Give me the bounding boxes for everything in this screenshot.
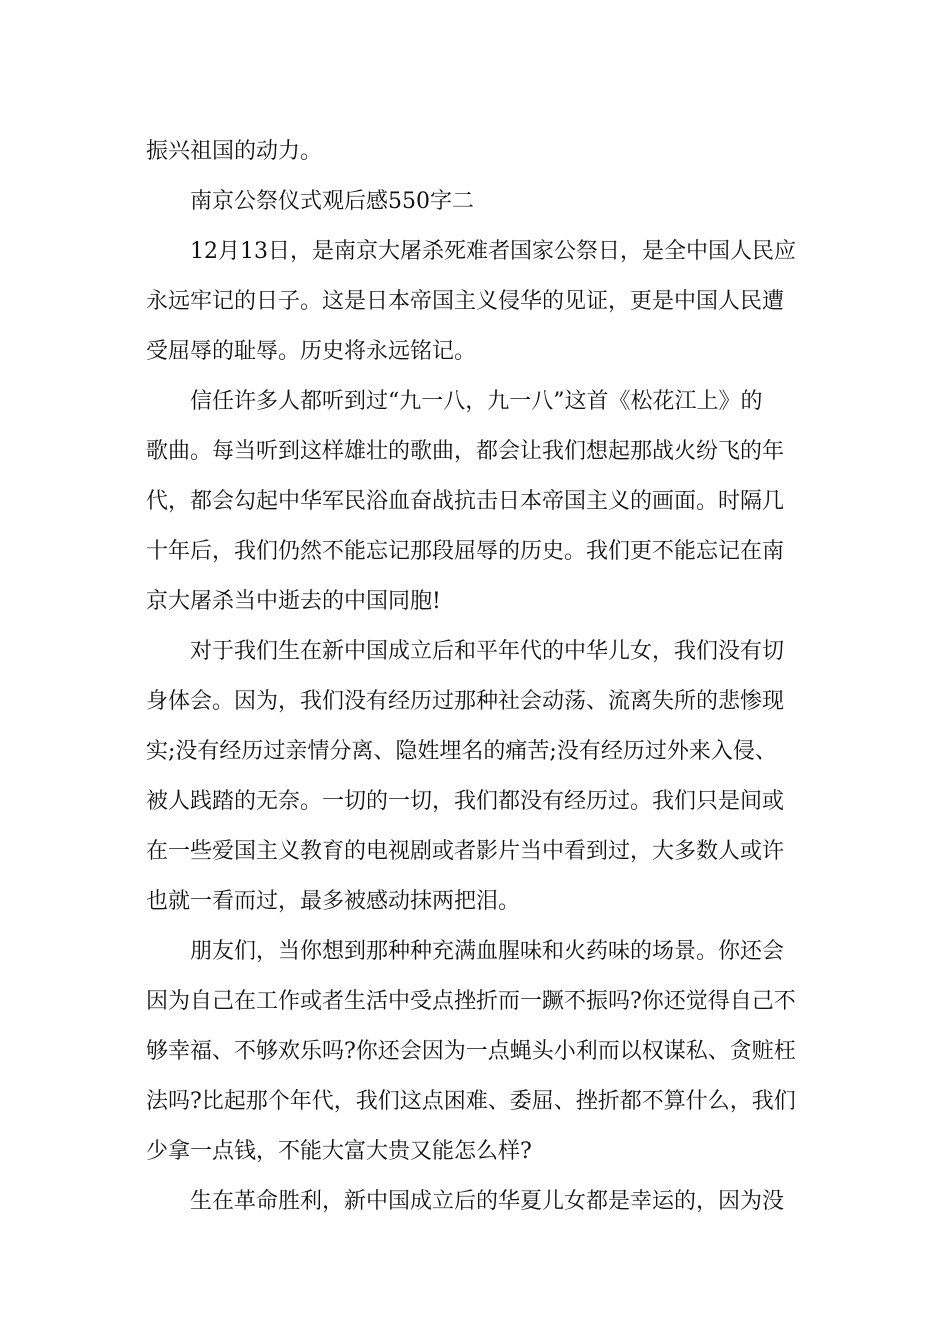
text-line: 少拿一点钱，不能大富大贵又能怎么样? (146, 1139, 532, 1164)
text-line: 朋友们，当你想到那种种充满血腥味和火药味的场景。你还会 (190, 939, 785, 964)
text-line: 够幸福、不够欢乐吗?你还会因为一点蝇头小利而以权谋私、贪赃枉 (146, 1039, 796, 1064)
text-line: 振兴祖国的动力。 (146, 139, 323, 164)
text-line: 因为自己在工作或者生活中受点挫折而一蹶不振吗?你还觉得自己不 (146, 989, 796, 1014)
text-line: 歌曲。每当听到这样雄壮的歌曲，都会让我们想起那战火纷飞的年 (146, 439, 785, 464)
text-line: 十年后，我们仍然不能忘记那段屈辱的历史。我们更不能忘记在南 (146, 539, 785, 564)
text-line: 代，都会勾起中华军民浴血奋战抗击日本帝国主义的画面。时隔几 (146, 489, 785, 514)
text-line: 也就一看而过，最多被感动抹两把泪。 (146, 889, 521, 914)
text-line: 对于我们生在新中国成立后和平年代的中华儿女，我们没有切 (190, 639, 785, 664)
text-line: 法吗?比起那个年代，我们这点困难、委屈、挫折都不算什么，我们 (146, 1089, 796, 1114)
text-line: 12月13日，是南京大屠杀死难者国家公祭日，是全中国人民应 (190, 239, 796, 264)
text-line: 实;没有经历过亲情分离、隐姓埋名的痛苦;没有经历过外来入侵、 (146, 739, 777, 764)
text-line: 京大屠杀当中逝去的中国同胞! (146, 589, 441, 614)
text-line: 在一些爱国主义教育的电视剧或者影片当中看到过，大多数人或许 (146, 839, 785, 864)
text-line: 永远牢记的日子。这是日本帝国主义侵华的见证，更是中国人民遭 (146, 289, 785, 314)
text-line: 信任许多人都听到过“九一八，九一八”这首《松花江上》的 (190, 389, 763, 414)
text-line: 生在革命胜利，新中国成立后的华夏儿女都是幸运的，因为没 (190, 1189, 785, 1214)
text-line: 被人践踏的无奈。一切的一切，我们都没有经历过。我们只是间或 (146, 789, 785, 814)
text-line: 身体会。因为，我们没有经历过那种社会动荡、流离失所的悲惨现 (146, 689, 785, 714)
text-line: 受屈辱的耻辱。历史将永远铭记。 (146, 339, 477, 364)
section-heading: 南京公祭仪式观后感550字二 (190, 189, 474, 214)
